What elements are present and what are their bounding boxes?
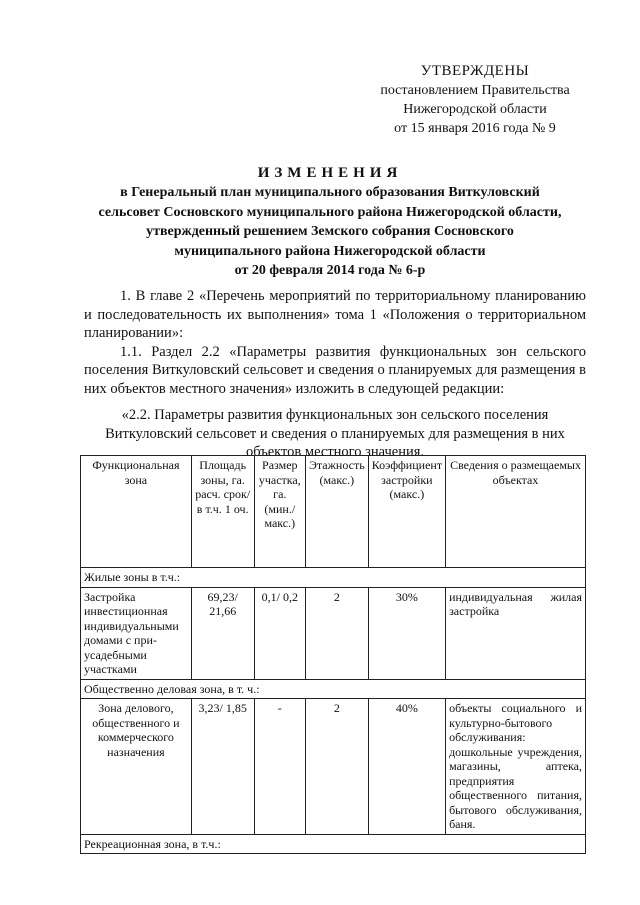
cell-objects: индивидуальная жилая застройка — [446, 587, 586, 679]
header-objects: Сведения о размещаемых объектах — [446, 456, 586, 568]
cell-plot-size: 0,1/ 0,2 — [254, 587, 305, 679]
paragraph-1: 1. В главе 2 «Перечень мероприятий по территориальному планированию и последовательность их выполнения» тома 1 «Положения о территориальном планировании»: — [84, 288, 586, 341]
cell-coefficient: 40% — [368, 699, 445, 835]
table-header-row — [81, 456, 586, 568]
title-line-3: утвержденный решением Земского собрания Сосновского — [146, 224, 514, 239]
cell-area: 69,23/ 21,66 — [191, 587, 254, 679]
cell-coefficient: 30% — [368, 587, 445, 679]
header-zone: Функциональная зона — [81, 456, 192, 568]
section-heading: «2.2. Параметры развития функциональных зон сельского поселения Виткуловский сельсовет и сведения о планируемых для размещения в них объектов местного значения. — [105, 407, 565, 460]
approval-block — [360, 62, 590, 138]
cell-zone: Зона делового, общественного и коммерческого назначения — [81, 699, 192, 835]
title-main: ИЗМЕНЕНИЯ — [257, 165, 403, 181]
section-residential: Жилые зоны в т.ч.: — [81, 568, 586, 588]
title-line-1: в Генеральный план муниципального образования Виткуловский — [120, 185, 540, 200]
zones-table — [80, 455, 586, 854]
body-text — [84, 287, 586, 398]
table-row — [81, 587, 586, 679]
cell-zone: Застройка инвестиционная индивидуальными домами с при-усадебными участками — [81, 587, 192, 679]
title-line-5: от 20 февраля 2014 года № 6-р — [234, 263, 426, 278]
header-coefficient: Коэффициент застройки (макс.) — [368, 456, 445, 568]
table-row — [81, 699, 586, 835]
approval-line-2: Нижегородской области — [403, 102, 547, 117]
header-area: Площадь зоны, га. расч. срок/в т.ч. 1 оч. — [191, 456, 254, 568]
cell-area: 3,23/ 1,85 — [191, 699, 254, 835]
cell-objects: объекты социального и культурно-бытового обслуживания: дошкольные учреждения, магазины, аптека, предприятия общественного питания, бытового обслуживания, баня. — [446, 699, 586, 835]
cell-floors: 2 — [305, 699, 368, 835]
document-title — [60, 163, 600, 281]
section-business: Общественно деловая зона, в т. ч.: — [81, 679, 586, 699]
section-row — [81, 679, 586, 699]
section-recreational: Рекреационная зона, в т.ч.: — [81, 834, 586, 854]
paragraph-1-1: 1.1. Раздел 2.2 «Параметры развития функциональных зон сельского поселения Виткуловский сельсовет и сведения о планируемых для размещения в них объектов местного значения» изложить в следующей редакции: — [84, 343, 586, 397]
title-line-2: сельсовет Сосновского муниципального района Нижегородской области, — [98, 204, 562, 220]
approval-line-3: от 15 января 2016 года № 9 — [394, 121, 556, 136]
section-row — [81, 568, 586, 588]
section-row — [81, 834, 586, 854]
approval-heading: УТВЕРЖДЕНЫ — [420, 63, 530, 79]
approval-line-1: постановлением Правительства — [380, 83, 570, 98]
cell-plot-size: - — [254, 699, 305, 835]
cell-floors: 2 — [305, 587, 368, 679]
header-plot-size: Размер участка, га. (мин./ макс.) — [254, 456, 305, 568]
title-line-4: муниципального района Нижегородской области — [174, 243, 486, 259]
header-floors: Этажность (макс.) — [305, 456, 368, 568]
